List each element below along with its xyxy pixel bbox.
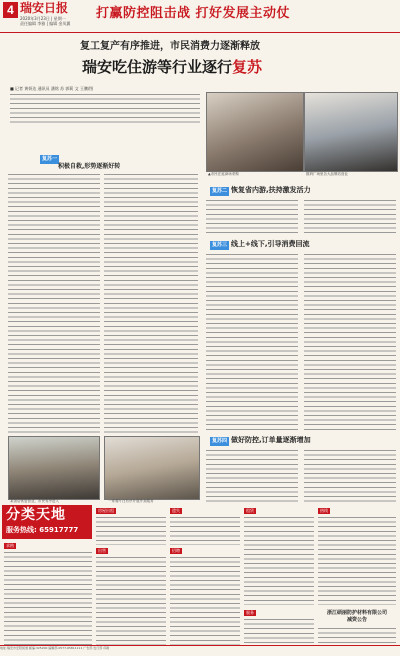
cls-body (244, 617, 314, 645)
article-body (304, 198, 396, 234)
cls-tag: 出售 (98, 548, 106, 553)
paper-logo: 瑞安日报 (20, 1, 69, 15)
cls-body (4, 550, 92, 646)
cls-body (170, 515, 240, 545)
section-heading-2: 复苏二 恢复省内游,扶持激发活力 (212, 186, 311, 194)
cls-body (170, 555, 240, 645)
photo-street (304, 92, 398, 172)
cls-tag: 求购 (6, 543, 14, 548)
cls-tag: 热线 (320, 508, 328, 513)
cls-tag: 租赁 (246, 508, 254, 513)
page-number: 4 (3, 2, 18, 18)
photo-mall (206, 92, 304, 172)
notice-body (318, 626, 396, 644)
cls-body (96, 555, 166, 645)
classifieds-title: 分类天地 (6, 507, 66, 523)
cls-tag: 服务 (246, 610, 254, 615)
article-body (206, 448, 298, 504)
classifieds-phone: 服务热线: 65917777 (6, 526, 79, 534)
article-body (304, 448, 396, 504)
section-title-1: 复苏一 (42, 156, 58, 162)
photo-delivery (104, 436, 200, 500)
cls-body (318, 515, 396, 605)
footer: 地址:瑞安市安阳街道 邮编:325200 编辑部:0577-65811111 广告部 发行部 印刷 (0, 645, 400, 656)
section-heading-1: 积极自救,形势逐渐好转 (58, 163, 121, 170)
caption: ▲市民在逛商场采购 (208, 172, 239, 176)
cls-tag: 招聘 (172, 548, 180, 553)
caption: 一家餐厅在有序开展外卖服务 (108, 499, 154, 503)
cls-tag: 房屋出租 (98, 508, 114, 513)
cls-tag: 遗失 (172, 508, 180, 513)
article-body (206, 252, 298, 432)
slogan: 打赢防控阻击战 打好发展主动仗 (96, 6, 291, 21)
section-heading-3: 复苏三 线上+线下,引导消费回流 (212, 240, 310, 248)
article-body (10, 92, 200, 124)
caption: 某饭店恢复营业，市民有序进入 (10, 499, 59, 503)
headline-kicker: 复工复产有序推进，市民消费力逐渐释放 (80, 41, 260, 52)
article-body (206, 198, 298, 234)
cls-body (96, 515, 166, 545)
date-line: 2020年3月23日 | 星期一 责任编辑 李雅 | 编辑 金凤翼 (20, 16, 71, 26)
headline: 瑞安吃住游等行业逐行复苏 (82, 58, 263, 76)
caption: 数码广场里各大品牌店营业 (306, 172, 348, 176)
article-body (304, 252, 396, 432)
byline: ■ 记者 黄妍达 通讯员 潘铭 苏 郭莉 文 王鹏/图 (10, 86, 94, 91)
masthead (0, 0, 400, 33)
section-heading-4: 复苏四 做好防控,订单量逐渐增加 (212, 436, 311, 444)
photo-restaurant (8, 436, 100, 500)
cls-body (244, 515, 314, 605)
reduction-notice: 浙江硕丽防护材料有限公司 减资公告 (326, 610, 387, 623)
